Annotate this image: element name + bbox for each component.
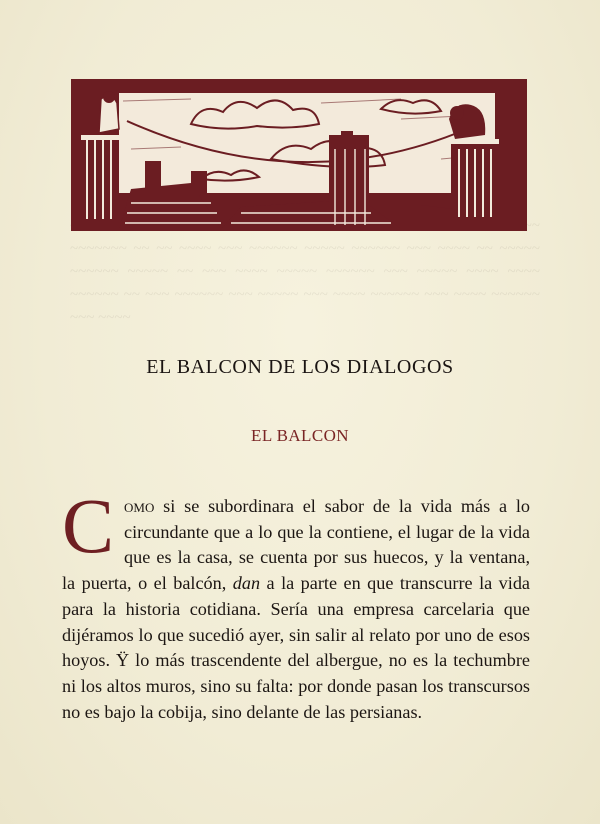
italic-word: dan (232, 573, 261, 594)
lead-in: omo (124, 496, 155, 516)
body-text-part-1: si se subordinara el sabor de la vida más a lo circundante que a lo que la contiene, el lugar de la vida que es la casa, se cuenta por sus huecos, y la ventana, la puerta, o el balcón, (62, 496, 530, 594)
balcony-woodcut-image (71, 79, 527, 231)
body-paragraph (62, 482, 530, 725)
chapter-title: EL BALCON DE LOS DIALOGOS (146, 356, 454, 378)
drop-cap: C (62, 482, 115, 569)
show-through-text: ~~~ ~~~~~~~ ~~ ~~ ~~~~ ~~~ ~~~~~~ ~~~~~ ~~~~~~ ~~~ ~~~~ ~~ ~~~~~ ~~~~~~ ~~~~~ ~~ ~~~ ~~~~ ~~~~~ ~~~~~~ ~~~ ~~~~~ ~~~~ ~~~~ ~~~~~~ ~~ ~~~ ~~~~~~ ~~~ ~~~~~ ~~~ ~~~~ ~~~~~~ ~~~ ~~~~ ~~~~~~ ~~~ ~~~~ (70, 218, 540, 326)
section-title: EL BALCON (251, 426, 349, 445)
body-text-part-2: a la parte en que transcurre la vida para la historia cotidiana. Sería una empresa carcelaria que dijéramos lo que sucedió ayer, sin salir al relato por uno de esos hoyos. Ÿ lo más trascendente del albergue, no es la techumbre ni los altos muros, sino su falta: por donde pasan los transcursos no es bajo la cobija, sino delante de las persianas. (62, 573, 530, 722)
woodcut-illustration (71, 79, 527, 231)
